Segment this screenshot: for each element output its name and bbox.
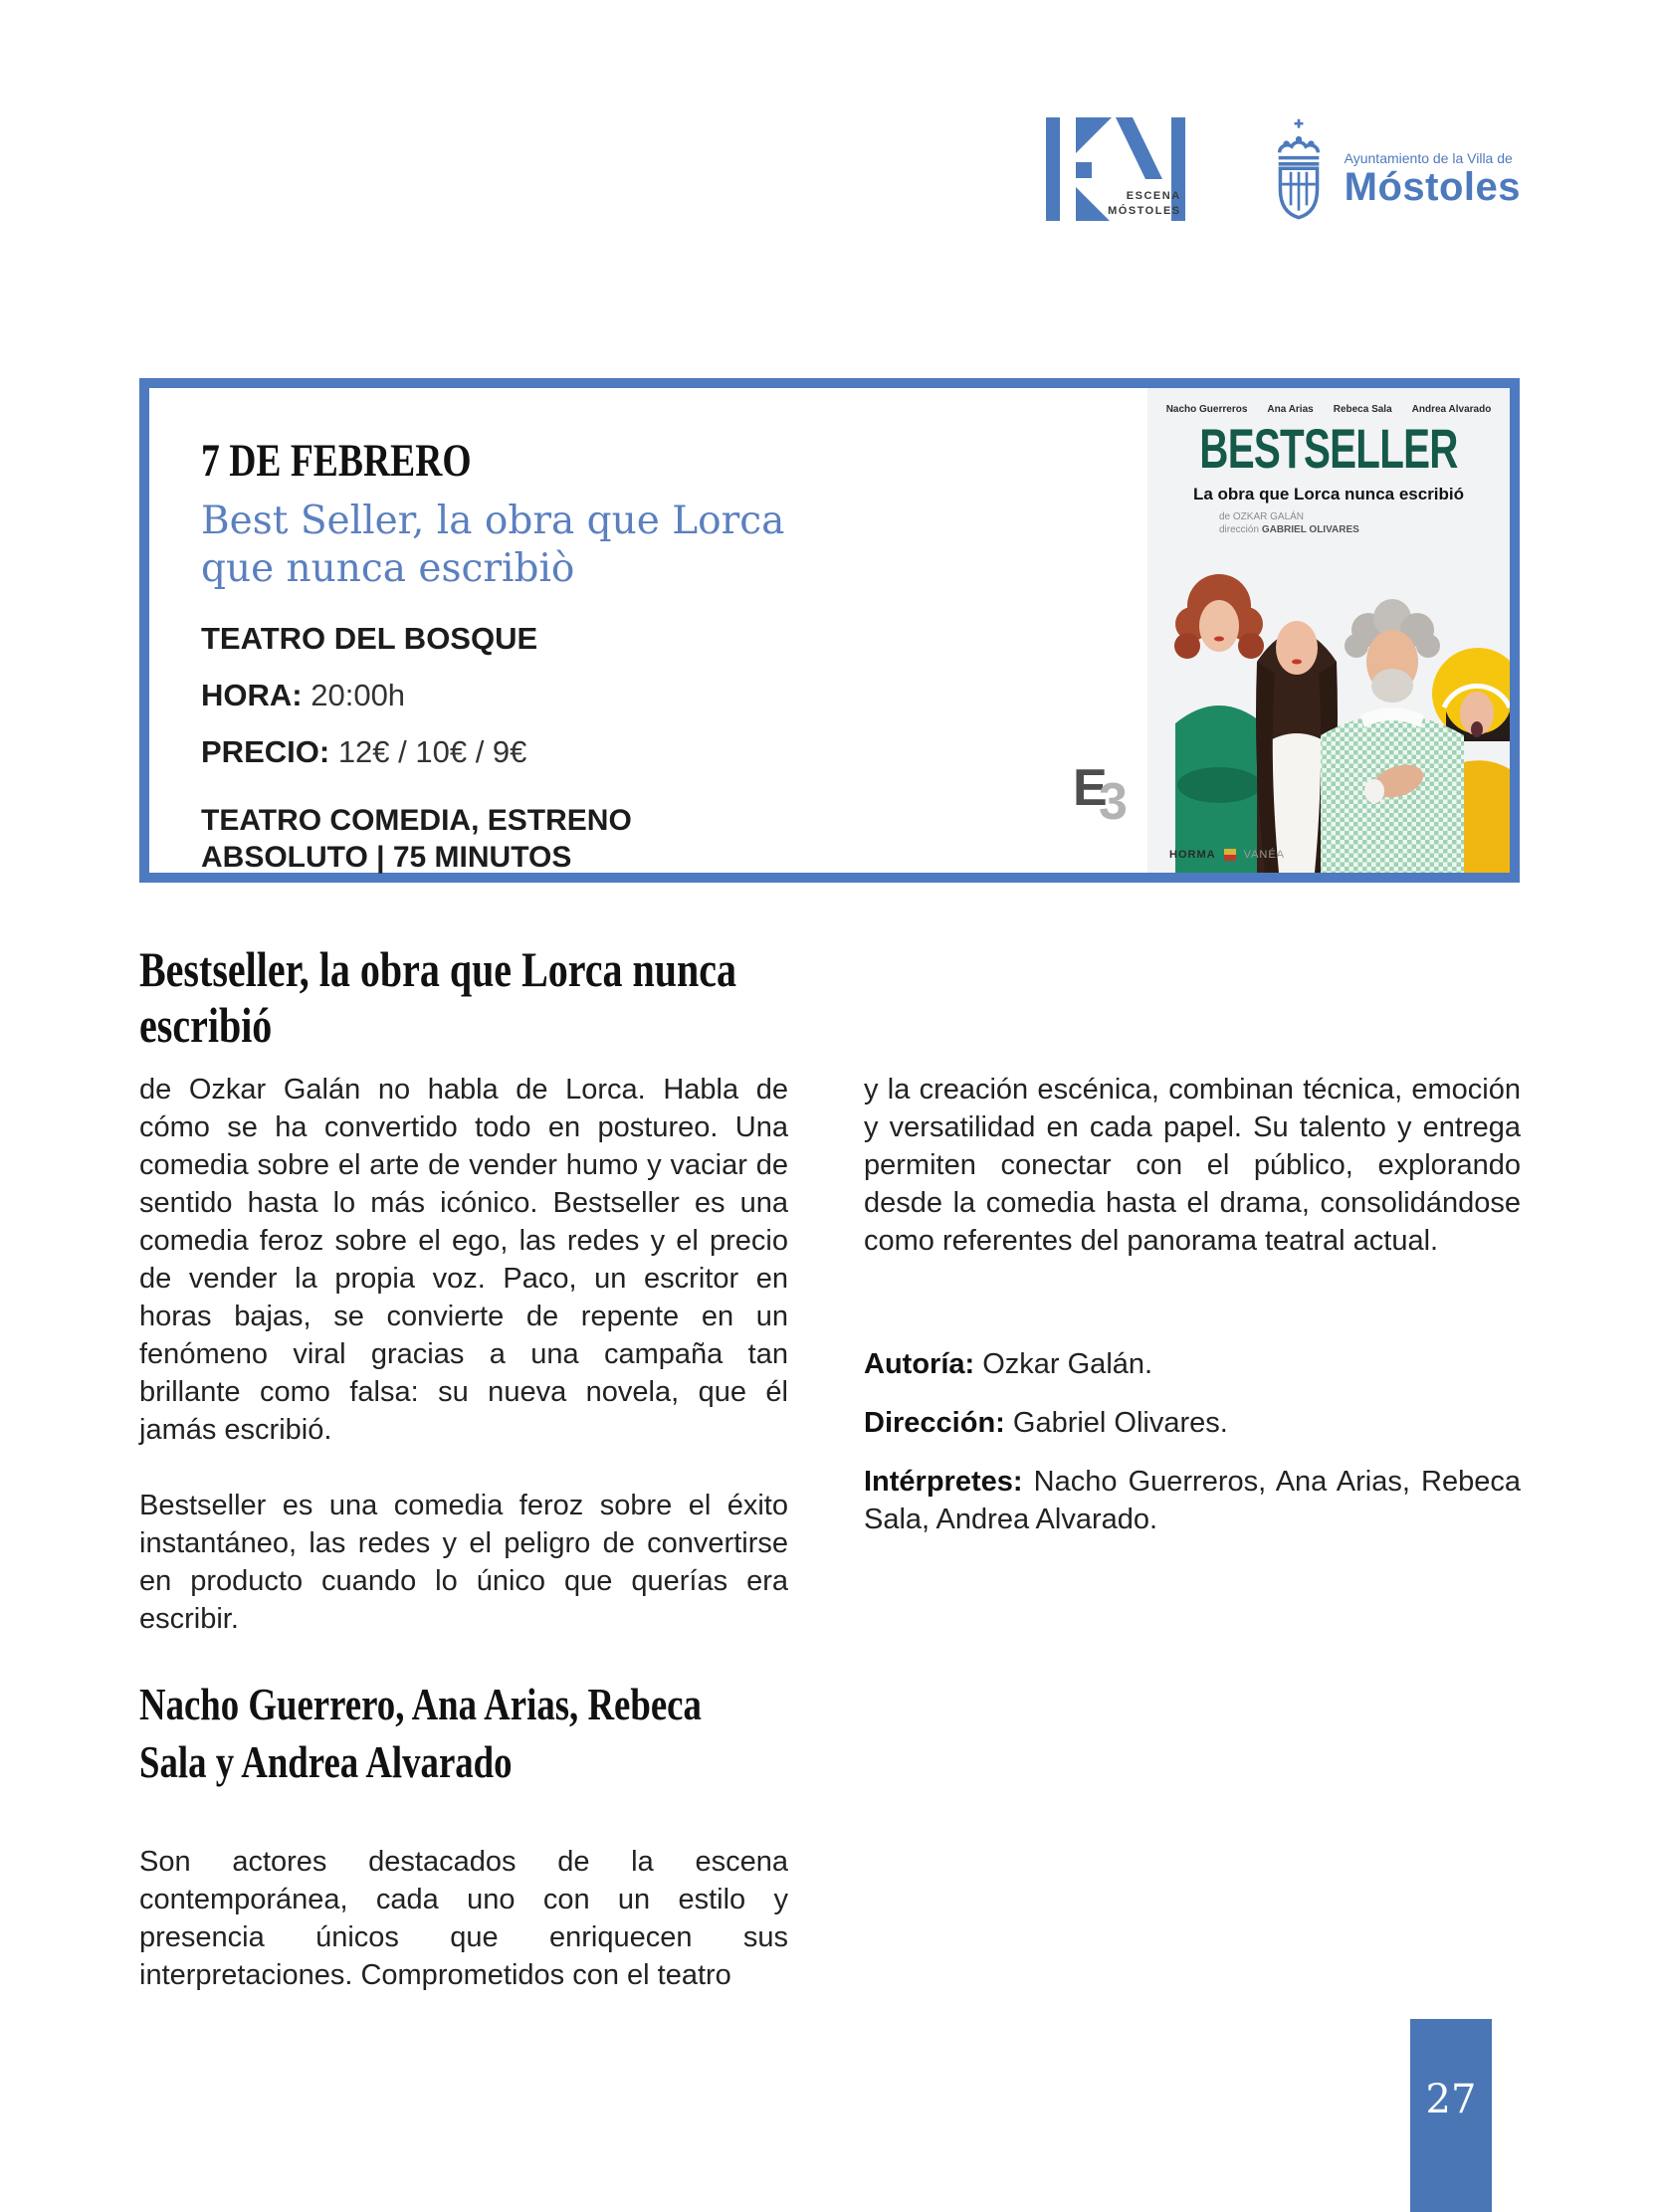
poster-actor-names bbox=[1147, 404, 1510, 415]
mostoles-label: MÓSTOLES bbox=[1108, 205, 1181, 217]
event-title-line1: Best Seller, la obra que Lorca que nunca bbox=[201, 499, 785, 591]
ayuntamiento-wordmark bbox=[1345, 132, 1521, 208]
credit-direction-value: Gabriel Olivares. bbox=[1004, 1407, 1228, 1439]
poster-tagline: La obra que Lorca nunca escribió bbox=[1192, 485, 1465, 503]
poster-person-man bbox=[1321, 599, 1464, 873]
event-price bbox=[201, 734, 858, 770]
poster-actor-1: Nacho Guerreros bbox=[1165, 404, 1248, 415]
eb-monogram-e: E bbox=[1073, 759, 1108, 817]
article-right-column bbox=[864, 1071, 1521, 1559]
poster-direction-credit: dirección GABRIEL OLIVARES bbox=[1219, 524, 1359, 535]
ayuntamiento-small-text: Ayuntamiento de la Villa de bbox=[1344, 150, 1513, 166]
event-category: TEATRO COMEDIA, ESTRENO ABSOLUTO | 75 MINUTOS bbox=[201, 804, 632, 874]
article-left-column bbox=[139, 1071, 788, 2032]
poster-title: BESTSELLER bbox=[1199, 417, 1458, 480]
credit-direction-label: Dirección: bbox=[864, 1407, 1005, 1439]
cast-heading-line2: Sala y Andrea Alvarado bbox=[139, 1736, 513, 1787]
event-date: 7 DE FEBRERO bbox=[201, 435, 472, 487]
escena-mostoles-wordmark bbox=[1108, 189, 1181, 219]
article-paragraph-2: Bestseller es una comedia feroz sobre el éxito instantáneo, las redes y el peligro de convertirse en producto cuando lo único que querías era escribir. bbox=[139, 1490, 788, 1635]
event-price-label: PRECIO: bbox=[201, 734, 330, 769]
page-number-badge bbox=[1410, 2019, 1492, 2212]
escena-label: ESCENA bbox=[1126, 190, 1181, 202]
credit-cast-label: Intérpretes: bbox=[864, 1466, 1023, 1498]
credit-cast bbox=[864, 1463, 1521, 1538]
event-venue: TEATRO DEL BOSQUE bbox=[201, 621, 538, 656]
eb-monogram-icon bbox=[1073, 759, 1142, 832]
ayuntamiento-city-text: Móstoles bbox=[1344, 165, 1521, 209]
article-paragraph-1: de Ozkar Galán no habla de Lorca. Habla de cómo se ha convertido todo en postureo. Una comedia sobre el arte de vender humo y vaciar de sentido hasta lo más icónico. Bestseller es una comedia feroz sobre el ego, las redes y el precio de vender la propia voz. Paco, un escritor en horas bajas, se convierte de repente en un fenómeno viral gracias a una campaña tan brillante como falsa: su nueva novela, que él jamás escribió. bbox=[139, 1074, 788, 1446]
article-heading bbox=[139, 941, 824, 1053]
event-time-label: HORA: bbox=[201, 678, 303, 712]
mini-logo-icon bbox=[1224, 849, 1236, 861]
poster-actor-2: Ana Arias bbox=[1267, 404, 1314, 415]
poster-credits bbox=[1219, 510, 1510, 536]
event-price-value: 12€ / 10€ / 9€ bbox=[337, 734, 527, 769]
horma-logo: HORMA bbox=[1169, 849, 1216, 861]
bestseller-poster bbox=[1147, 388, 1510, 873]
poster-person-redhead-woman bbox=[1174, 574, 1264, 873]
poster-actor-4: Andrea Alvarado bbox=[1411, 404, 1492, 415]
credit-author-value: Ozkar Galán. bbox=[974, 1348, 1153, 1380]
event-card bbox=[139, 378, 1520, 883]
article-paragraph-right: y la creación escénica, combinan técnica, emoción y versatilidad en cada papel. Su talento y entrega permiten conectar con el público, explorando desde la comedia hasta el drama, consolidándose como referentes del panorama teatral actual. bbox=[864, 1074, 1521, 1257]
poster-cast-photo bbox=[1147, 544, 1510, 873]
poster-director: GABRIEL OLIVARES bbox=[1261, 524, 1359, 535]
event-title bbox=[201, 498, 858, 593]
poster-actor-3: Rebeca Sala bbox=[1333, 404, 1392, 415]
ayuntamiento-logo bbox=[1267, 117, 1521, 223]
credit-direction bbox=[864, 1404, 1521, 1442]
cast-heading bbox=[139, 1676, 792, 1791]
event-time bbox=[201, 678, 858, 713]
poster-author-credit: de OZKAR GALÁN bbox=[1219, 511, 1305, 522]
article-heading-line1: Bestseller, la obra que Lorca nunca bbox=[139, 941, 737, 997]
vanea-logo: VANÉA bbox=[1243, 849, 1286, 861]
page-number: 27 bbox=[1425, 2077, 1477, 2122]
cast-heading-line1: Nacho Guerrero, Ana Arias, Rebeca bbox=[139, 1679, 702, 1729]
credit-author bbox=[864, 1345, 1521, 1383]
escena-mostoles-logo bbox=[1046, 117, 1217, 221]
event-card-info bbox=[201, 436, 858, 876]
article-paragraph-3: Son actores destacados de la escena contemporánea, cada uno con un estilo y presencia únicos que enriquecen sus interpretaciones. Comprometidos con el teatro bbox=[139, 1846, 788, 1991]
event-title-line2: escribiò bbox=[418, 546, 575, 591]
credits-block bbox=[864, 1345, 1521, 1538]
article-heading-line2: escribió bbox=[139, 997, 273, 1053]
header-logos bbox=[1046, 117, 1521, 223]
credit-author-label: Autoría: bbox=[864, 1348, 975, 1380]
poster-publisher-logos bbox=[1169, 849, 1285, 861]
mostoles-shield-icon bbox=[1267, 117, 1331, 223]
event-time-value: 20:00h bbox=[311, 678, 406, 712]
credit-cast-value: Nacho Guerreros, Ana Arias, Rebeca Sala, Andrea Alvarado. bbox=[864, 1466, 1521, 1535]
eb-monogram-3: 3 bbox=[1099, 773, 1128, 831]
